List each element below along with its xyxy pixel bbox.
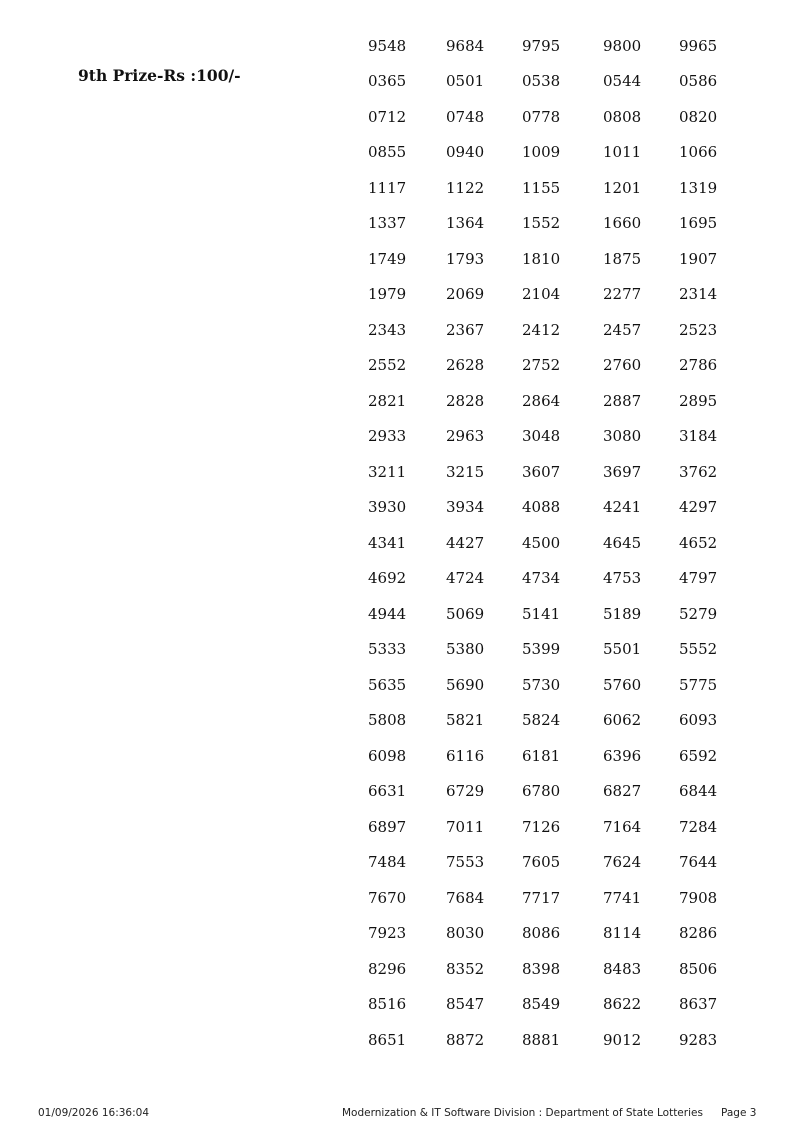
winning-number: 7644 [679,853,718,872]
number-row [355,561,735,597]
winning-number: 8030 [446,924,485,943]
winning-number: 4341 [368,533,407,552]
winning-number: 2523 [679,320,718,339]
winning-number: 7284 [679,817,718,836]
winning-number: 1066 [679,143,718,162]
winning-number: 8622 [603,995,642,1014]
winning-number: 2887 [603,391,642,410]
number-row [355,845,735,881]
number-row [355,312,735,348]
winning-number: 9012 [603,1030,642,1049]
winning-number: 7908 [679,888,718,907]
winning-number: 8483 [603,959,642,978]
winning-number: 6844 [679,782,718,801]
winning-number: 1907 [679,249,718,268]
winning-number: 0544 [603,72,642,91]
winning-number: 9800 [603,36,642,55]
winning-number: 4652 [679,533,718,552]
winning-number: 2069 [446,285,485,304]
winning-number: 2963 [446,427,485,446]
winning-number: 1810 [522,249,561,268]
winning-number: 0538 [522,72,561,91]
winning-number: 4753 [603,569,642,588]
winning-number: 1552 [522,214,561,233]
number-row [355,703,735,739]
winning-numbers-grid [355,28,735,1058]
number-row [355,241,735,277]
winning-number: 7553 [446,853,485,872]
winning-number: 1155 [522,178,561,197]
winning-number: 2933 [368,427,407,446]
winning-number: 3934 [446,498,485,517]
winning-number: 3697 [603,462,642,481]
number-row [355,383,735,419]
winning-number: 2277 [603,285,642,304]
number-row [355,419,735,455]
winning-number: 1793 [446,249,485,268]
winning-number: 5808 [368,711,407,730]
winning-number: 7011 [446,817,485,836]
winning-number: 9795 [522,36,561,55]
winning-number: 3211 [368,462,407,481]
winning-number: 3607 [522,462,561,481]
winning-number: 1201 [603,178,642,197]
footer-page-number: Page 3 [721,1107,757,1119]
winning-number: 7126 [522,817,561,836]
prize-heading: 9th Prize-Rs :100/- [78,66,241,85]
number-row [355,809,735,845]
winning-number: 3184 [679,427,718,446]
winning-number: 1337 [368,214,407,233]
number-row [355,206,735,242]
winning-number: 2412 [522,320,561,339]
winning-number: 0365 [368,72,407,91]
winning-number: 0748 [446,107,485,126]
winning-number: 1009 [522,143,561,162]
winning-number: 8651 [368,1030,407,1049]
winning-number: 5069 [446,604,485,623]
winning-number: 2828 [446,391,485,410]
winning-number: 9283 [679,1030,718,1049]
winning-number: 7684 [446,888,485,907]
winning-number: 1117 [368,178,407,197]
winning-number: 1660 [603,214,642,233]
winning-number: 0855 [368,143,407,162]
winning-number: 4088 [522,498,561,517]
winning-number: 5730 [522,675,561,694]
number-row [355,774,735,810]
winning-number: 5690 [446,675,485,694]
winning-number: 2457 [603,320,642,339]
winning-number: 8881 [522,1030,561,1049]
number-row [355,525,735,561]
number-row [355,738,735,774]
winning-number: 5141 [522,604,561,623]
number-row [355,454,735,490]
winning-number: 2864 [522,391,561,410]
number-row [355,951,735,987]
winning-number: 5821 [446,711,485,730]
winning-number: 4724 [446,569,485,588]
winning-number: 3762 [679,462,718,481]
winning-number: 5501 [603,640,642,659]
winning-number: 0808 [603,107,642,126]
number-row [355,880,735,916]
winning-number: 7164 [603,817,642,836]
winning-number: 6827 [603,782,642,801]
winning-number: 0778 [522,107,561,126]
winning-number: 2628 [446,356,485,375]
winning-number: 4645 [603,533,642,552]
winning-number: 8286 [679,924,718,943]
winning-number: 1979 [368,285,407,304]
number-row [355,632,735,668]
winning-number: 1875 [603,249,642,268]
number-row [355,490,735,526]
winning-number: 2895 [679,391,718,410]
winning-number: 4692 [368,569,407,588]
winning-number: 6631 [368,782,407,801]
winning-number: 8516 [368,995,407,1014]
winning-number: 3215 [446,462,485,481]
winning-number: 9684 [446,36,485,55]
winning-number: 7923 [368,924,407,943]
winning-number: 5635 [368,675,407,694]
footer-datetime: 01/09/2026 16:36:04 [38,1107,150,1119]
winning-number: 0712 [368,107,407,126]
winning-number: 5380 [446,640,485,659]
winning-number: 8086 [522,924,561,943]
winning-number: 0586 [679,72,718,91]
winning-number: 6897 [368,817,407,836]
winning-number: 2760 [603,356,642,375]
winning-number: 0501 [446,72,485,91]
winning-number: 7624 [603,853,642,872]
winning-number: 1011 [603,143,642,162]
winning-number: 0940 [446,143,485,162]
winning-number: 6592 [679,746,718,765]
winning-number: 5824 [522,711,561,730]
winning-number: 7741 [603,888,642,907]
winning-number: 5552 [679,640,718,659]
winning-number: 2367 [446,320,485,339]
number-row [355,916,735,952]
winning-number: 2552 [368,356,407,375]
winning-number: 2821 [368,391,407,410]
number-row [355,348,735,384]
number-row [355,667,735,703]
winning-number: 5399 [522,640,561,659]
winning-number: 4944 [368,604,407,623]
winning-number: 8872 [446,1030,485,1049]
winning-number: 6093 [679,711,718,730]
winning-number: 4241 [603,498,642,517]
winning-number: 6396 [603,746,642,765]
number-row [355,64,735,100]
winning-number: 1695 [679,214,718,233]
winning-number: 4297 [679,498,718,517]
winning-number: 6098 [368,746,407,765]
winning-number: 8549 [522,995,561,1014]
winning-number: 8506 [679,959,718,978]
winning-number: 8547 [446,995,485,1014]
winning-number: 9548 [368,36,407,55]
winning-number: 6116 [446,746,485,765]
winning-number: 2786 [679,356,718,375]
winning-number: 2752 [522,356,561,375]
winning-number: 8637 [679,995,718,1014]
winning-number: 7605 [522,853,561,872]
number-row [355,170,735,206]
number-row [355,99,735,135]
winning-number: 5760 [603,675,642,694]
winning-number: 4797 [679,569,718,588]
number-row [355,596,735,632]
number-row [355,277,735,313]
winning-number: 8296 [368,959,407,978]
number-row [355,28,735,64]
winning-number: 3930 [368,498,407,517]
winning-number: 1749 [368,249,407,268]
winning-number: 6729 [446,782,485,801]
winning-number: 3080 [603,427,642,446]
winning-number: 0820 [679,107,718,126]
winning-number: 8398 [522,959,561,978]
winning-number: 5279 [679,604,718,623]
winning-number: 2314 [679,285,718,304]
winning-number: 3048 [522,427,561,446]
winning-number: 1364 [446,214,485,233]
winning-number: 4734 [522,569,561,588]
winning-number: 4500 [522,533,561,552]
winning-number: 7670 [368,888,407,907]
number-row [355,135,735,171]
winning-number: 5189 [603,604,642,623]
winning-number: 2104 [522,285,561,304]
number-row [355,987,735,1023]
number-row [355,1022,735,1058]
winning-number: 9965 [679,36,718,55]
winning-number: 7717 [522,888,561,907]
winning-number: 6780 [522,782,561,801]
footer-organization: Modernization & IT Software Division : Department of State Lotteries [342,1107,703,1119]
winning-number: 1319 [679,178,718,197]
winning-number: 8352 [446,959,485,978]
winning-number: 1122 [446,178,485,197]
winning-number: 5775 [679,675,718,694]
winning-number: 5333 [368,640,407,659]
winning-number: 8114 [603,924,642,943]
winning-number: 6181 [522,746,561,765]
winning-number: 2343 [368,320,407,339]
winning-number: 6062 [603,711,642,730]
winning-number: 7484 [368,853,407,872]
winning-number: 4427 [446,533,485,552]
